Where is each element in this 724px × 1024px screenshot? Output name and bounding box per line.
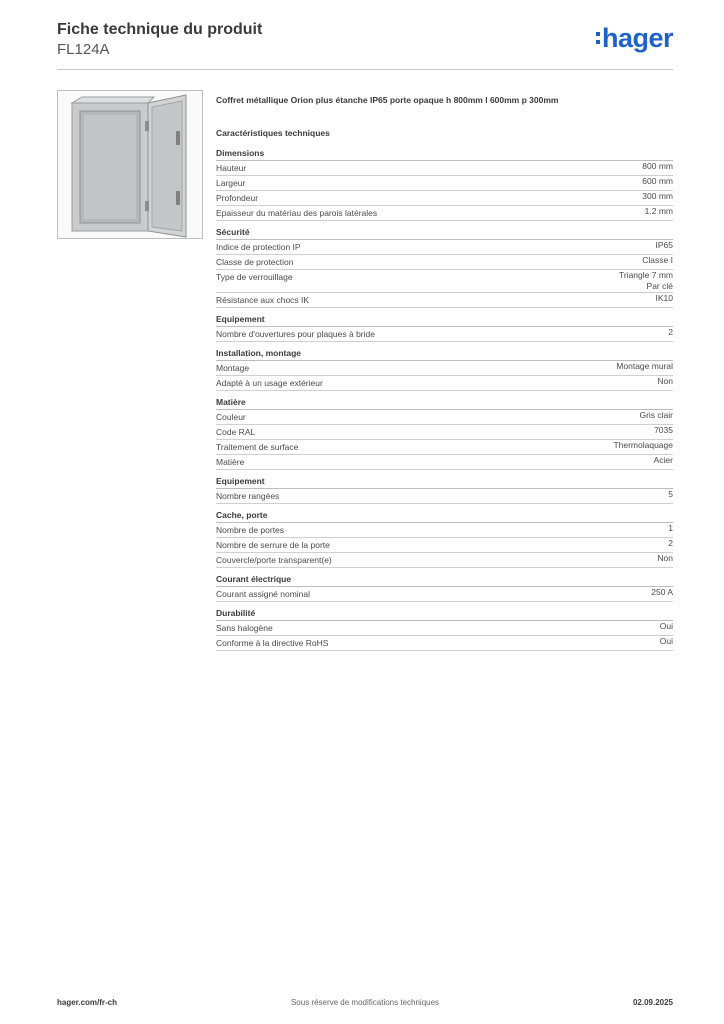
spec-row: [216, 361, 673, 376]
spec-row: [216, 621, 673, 636]
spec-value: [660, 621, 673, 635]
spec-value-line: 5: [668, 489, 673, 499]
spec-value-line: 600 mm: [642, 176, 673, 186]
spec-value-line: Montage mural: [616, 361, 673, 371]
spec-label: Type de verrouillage: [216, 272, 293, 282]
spec-label: Conforme à la directive RoHS: [216, 638, 329, 648]
spec-label: Classe de protection: [216, 257, 294, 267]
spec-row: [216, 425, 673, 440]
spec-value: [656, 293, 674, 307]
footer-disclaimer: Sous réserve de modifications techniques: [290, 998, 440, 1007]
spec-value-line: 300 mm: [642, 191, 673, 201]
spec-value: [651, 587, 673, 601]
spec-group: [216, 475, 673, 504]
spec-row: [216, 191, 673, 206]
spec-value-line: 250 A: [651, 587, 673, 597]
spec-value-line: IK10: [655, 293, 673, 303]
spec-row: [216, 293, 673, 308]
spec-value-line: 2: [668, 327, 673, 337]
spec-label: Profondeur: [216, 193, 259, 203]
spec-row: [216, 455, 673, 470]
spec-label: Matière: [216, 457, 245, 467]
hager-logo: [596, 25, 673, 52]
spec-row: [216, 161, 673, 176]
footer-website: hager.com/fr-ch: [57, 998, 118, 1007]
product-reference: FL124A: [57, 41, 110, 58]
spec-row: [216, 440, 673, 455]
spec-label: Nombre rangées: [216, 491, 280, 501]
spec-value-line: Non: [657, 376, 673, 386]
spec-value-line: 2: [668, 538, 673, 548]
product-content: [216, 95, 673, 651]
spec-label: Nombre de serrure de la porte: [216, 540, 330, 550]
spec-value-line: IP65: [655, 240, 673, 250]
spec-value-line: Par clé: [646, 281, 673, 291]
product-description: Coffret métallique Orion plus étanche IP65 porte opaque h 800mm l 600mm p 300mm: [216, 95, 559, 105]
spec-row: [216, 410, 673, 425]
spec-value-line: 800 mm: [642, 161, 673, 171]
spec-group: [216, 226, 673, 308]
spec-value: [619, 270, 673, 292]
spec-group-title: Matière: [216, 396, 673, 410]
spec-row: [216, 553, 673, 568]
spec-value: [613, 440, 673, 454]
spec-value-line: 7035: [654, 425, 673, 435]
spec-label: Nombre d'ouvertures pour plaques à bride: [216, 329, 375, 339]
spec-group-title: Dimensions: [216, 147, 673, 161]
spec-value: [668, 523, 673, 537]
spec-label: Hauteur: [216, 163, 247, 173]
spec-value-line: 1: [668, 523, 673, 533]
spec-group: [216, 573, 673, 602]
spec-value: [657, 553, 673, 567]
spec-label: Montage: [216, 363, 250, 373]
spec-row: [216, 538, 673, 553]
spec-group-title: Sécurité: [216, 226, 673, 240]
spec-group: [216, 313, 673, 342]
spec-value-line: Triangle 7 mm: [618, 270, 673, 280]
spec-group: [216, 147, 673, 221]
spec-value-line: Oui: [659, 636, 673, 646]
spec-value: [642, 191, 673, 205]
spec-label: Nombre de portes: [216, 525, 285, 535]
spec-value: [668, 489, 673, 503]
spec-value-line: Gris clair: [639, 410, 673, 420]
logo-text: hager: [601, 23, 673, 53]
spec-group-title: Durabilité: [216, 607, 673, 621]
spec-row: [216, 636, 673, 651]
spec-label: Courant assigné nominal: [216, 589, 311, 599]
spec-group: [216, 509, 673, 568]
spec-row: [216, 523, 673, 538]
spec-label: Couvercle/porte transparent(e): [216, 555, 332, 565]
spec-value: [645, 206, 673, 220]
spec-group: [216, 396, 673, 470]
spec-groups: [216, 147, 673, 651]
spec-value: [642, 176, 673, 190]
spec-row: [216, 176, 673, 191]
spec-row: [216, 489, 673, 504]
spec-group-title: Equipement: [216, 313, 673, 327]
spec-label: Sans halogène: [216, 623, 273, 633]
spec-row: [216, 327, 673, 342]
spec-label: Code RAL: [216, 427, 256, 437]
spec-group: [216, 607, 673, 651]
enclosure-product-image: [57, 90, 203, 239]
spec-row: [216, 270, 673, 293]
spec-value-line: Thermolaquage: [613, 440, 673, 450]
spec-value: [616, 361, 673, 375]
spec-label: Couleur: [216, 412, 246, 422]
spec-group: [216, 347, 673, 391]
spec-row: [216, 587, 673, 602]
spec-value-line: Non: [657, 553, 673, 563]
spec-label: Indice de protection IP: [216, 242, 301, 252]
page-title: Fiche technique du produit: [57, 21, 263, 38]
spec-value: [660, 636, 673, 650]
spec-value: [668, 538, 673, 552]
spec-value: [639, 410, 673, 424]
spec-value-line: Acier: [653, 455, 673, 465]
spec-value: [642, 255, 673, 269]
spec-value: [657, 376, 673, 390]
spec-group-title: Equipement: [216, 475, 673, 489]
spec-row: [216, 206, 673, 221]
spec-value: [642, 161, 673, 175]
specs-heading: Caractéristiques techniques: [216, 128, 330, 138]
spec-label: Résistance aux chocs IK: [216, 295, 310, 305]
spec-value-line: 1.2 mm: [644, 206, 673, 216]
logo-colon-icon: [596, 32, 600, 44]
spec-value: [654, 425, 673, 439]
enclosure-icon: [58, 91, 202, 238]
spec-row: [216, 240, 673, 255]
spec-value: [654, 455, 673, 469]
spec-value-line: Classe I: [642, 255, 673, 265]
spec-row: [216, 255, 673, 270]
spec-label: Traitement de surface: [216, 442, 299, 452]
spec-value-line: Oui: [659, 621, 673, 631]
spec-value: [668, 327, 673, 341]
spec-row: [216, 376, 673, 391]
page-header: [57, 21, 673, 70]
spec-label: Adapté à un usage extérieur: [216, 378, 323, 388]
footer-date: 02.09.2025: [632, 998, 673, 1007]
spec-group-title: Courant électrique: [216, 573, 673, 587]
spec-value: [656, 240, 674, 254]
spec-group-title: Cache, porte: [216, 509, 673, 523]
spec-group-title: Installation, montage: [216, 347, 673, 361]
spec-label: Epaisseur du matériau des parois latérales: [216, 208, 378, 218]
spec-label: Largeur: [216, 178, 246, 188]
